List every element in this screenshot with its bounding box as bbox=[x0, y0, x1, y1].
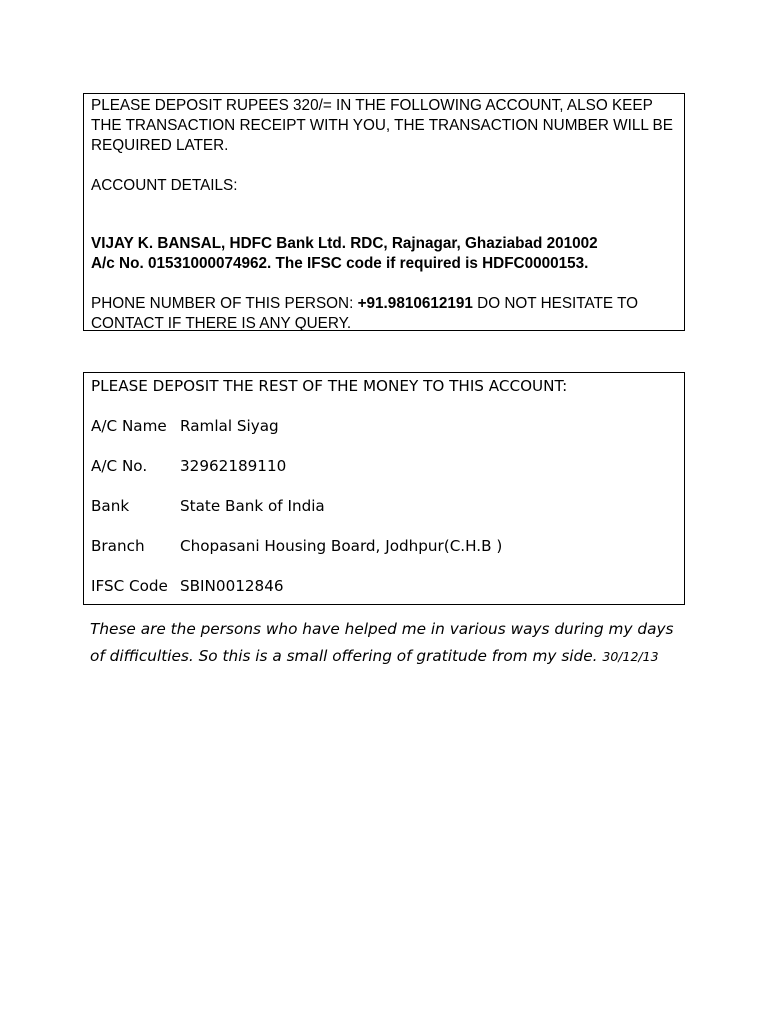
phone-number: +91.9810612191 bbox=[357, 295, 473, 312]
bank-label: Bank bbox=[91, 497, 130, 515]
ifsc-row bbox=[91, 576, 677, 596]
gratitude-note bbox=[90, 616, 690, 670]
account-number-line: A/c No. 01531000074962. The IFSC code if required is HDFC0000153. bbox=[91, 255, 589, 272]
branch-value: Chopasani Housing Board, Jodhpur(C.H.B ) bbox=[180, 537, 503, 555]
bank-value: State Bank of India bbox=[180, 497, 325, 515]
phone-prefix: PHONE NUMBER OF THIS PERSON: bbox=[91, 295, 358, 312]
gratitude-text: These are the persons who have helped me in various ways during my days of difficulties. So this is a small offering of gratitude from my side. bbox=[90, 620, 674, 665]
branch-row bbox=[91, 536, 677, 556]
account-holder-line: VIJAY K. BANSAL, HDFC Bank Ltd. RDC, Rajnagar, Ghaziabad 201002 bbox=[91, 235, 598, 252]
deposit-instruction: PLEASE DEPOSIT RUPEES 320/= IN THE FOLLOWING ACCOUNT, ALSO KEEP THE TRANSACTION RECEIPT WITH YOU, THE TRANSACTION NUMBER WILL BE REQUIRED LATER. bbox=[91, 97, 673, 154]
note-date: 30/12/13 bbox=[602, 649, 659, 664]
account-name-value: Ramlal Siyag bbox=[180, 417, 279, 435]
bank-row bbox=[91, 496, 677, 516]
secondary-heading: PLEASE DEPOSIT THE REST OF THE MONEY TO THIS ACCOUNT: bbox=[91, 377, 568, 395]
phone-suffix: DO NOT HESITATE TO CONTACT IF THERE IS ANY QUERY. bbox=[91, 295, 639, 332]
branch-label: Branch bbox=[91, 537, 145, 555]
account-number-label: A/C No. bbox=[91, 457, 148, 475]
account-details-label: ACCOUNT DETAILS: bbox=[91, 177, 238, 194]
account-name-row bbox=[91, 416, 677, 436]
deposit-box-secondary bbox=[83, 372, 685, 605]
account-number-value: 32962189110 bbox=[180, 457, 287, 475]
ifsc-label: IFSC Code bbox=[91, 577, 168, 595]
deposit-box-primary bbox=[83, 93, 685, 331]
account-name-label: A/C Name bbox=[91, 417, 167, 435]
ifsc-value: SBIN0012846 bbox=[180, 577, 284, 595]
phone-paragraph bbox=[91, 294, 677, 334]
account-number-row bbox=[91, 456, 677, 476]
